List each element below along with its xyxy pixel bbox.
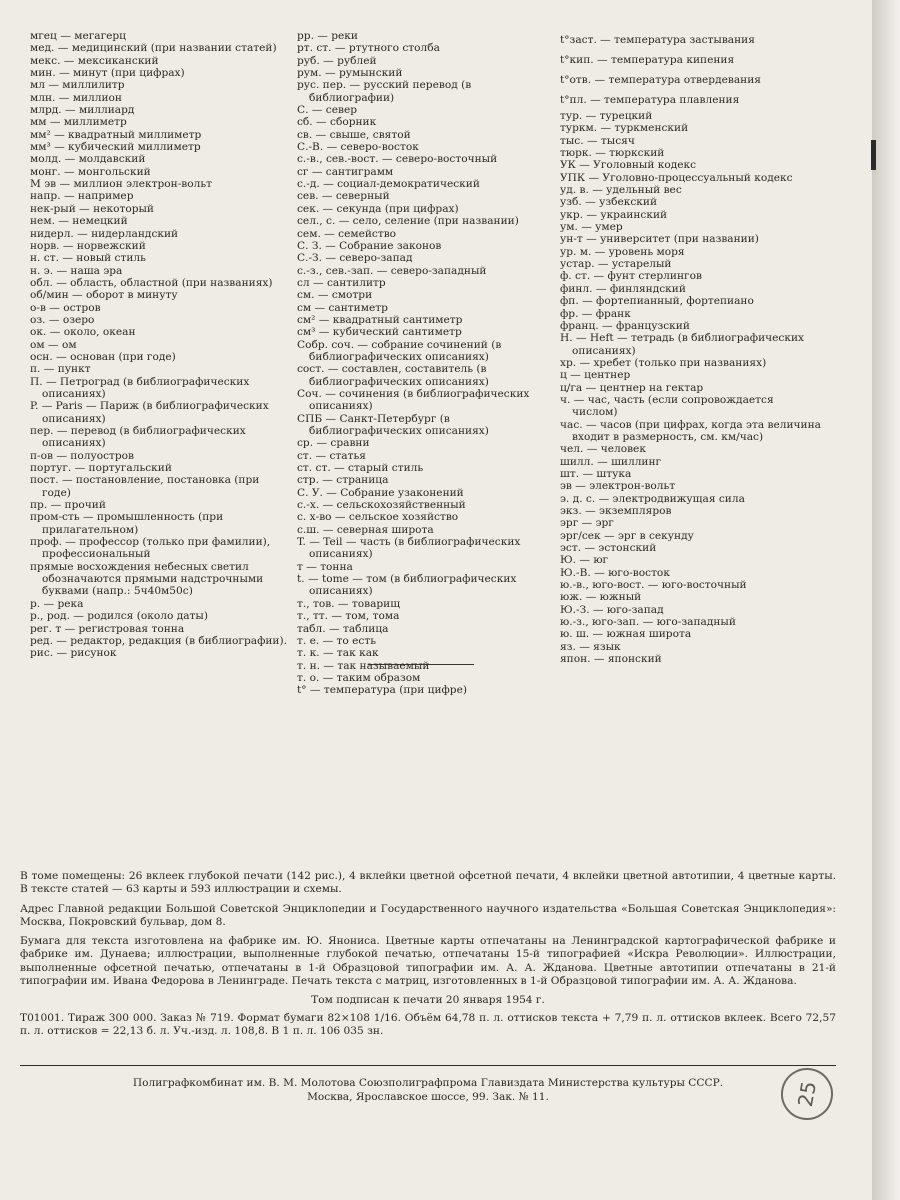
abbreviation-entry: уд. в. — удельный вес — [560, 184, 682, 197]
abbreviation-entry: рт. ст. — ртутного столба — [297, 42, 440, 55]
abbreviation-entry: рум. — румынский — [297, 67, 403, 80]
abbreviation-entry: ю.-з., юго-зап. — юго-западный — [560, 616, 736, 629]
imprint-block — [20, 870, 836, 1044]
abbreviation-entry: молд. — молдавский — [30, 153, 146, 166]
abbreviation-column-1 — [30, 30, 288, 660]
abbreviation-entry: H. — Heft — тетрадь (в библиографических описаниях) — [560, 332, 805, 357]
abbreviation-entry: УК — Уголовный кодекс — [560, 159, 697, 172]
abbreviation-entry: обл. — область, областной (при названиях) — [30, 276, 273, 289]
abbreviation-entry: шт. — штука — [560, 467, 632, 480]
abbreviation-entry: млрд. — миллиард — [30, 104, 135, 117]
abbreviation-entry: ю. ш. — южная широта — [560, 628, 692, 641]
abbreviation-column-2 — [297, 30, 555, 697]
abbreviation-entry: С.-В. — северо-восток — [297, 141, 419, 154]
abbreviation-entry: ц/га — центнер на гектар — [560, 381, 704, 394]
abbreviation-entry: сем. — семейство — [297, 227, 397, 240]
abbreviation-entry: с.-з., сев.-зап. — северо-западный — [297, 264, 487, 277]
printer-block — [20, 1077, 836, 1104]
abbreviation-entry: t. — tome — том (в библиографических описаниях) — [297, 573, 517, 598]
abbreviation-entry: сев. — северный — [297, 190, 390, 203]
abbreviation-entry: т. о. — таким образом — [297, 671, 421, 684]
abbreviation-entry: чел. — человек — [560, 443, 646, 456]
imprint-signed: Том подписан к печати 20 января 1954 г. — [311, 994, 545, 1007]
abbreviation-column-3 — [560, 30, 822, 665]
abbreviation-entry: об/мин — оборот в минуту — [30, 289, 178, 302]
abbreviation-entry: ср. — сравни — [297, 437, 370, 450]
abbreviation-entry: т. н. — так называемый — [297, 659, 430, 672]
abbreviation-entry: ю.-в., юго-вост. — юго-восточный — [560, 579, 747, 592]
abbreviation-entry: укр. — украинский — [560, 208, 668, 221]
abbreviation-entry: н. э. — наша эра — [30, 264, 123, 277]
abbreviation-entry: сек. — секунда (при цифрах) — [297, 202, 459, 215]
abbreviation-entry: мин. — минут (при цифрах) — [30, 67, 185, 80]
abbreviation-entry: э. д. с. — электродвижущая сила — [560, 492, 745, 505]
abbreviation-entry: тыс. — тысяч — [560, 134, 635, 147]
abbreviation-entry: пост. — постановление, постановка (при годе) — [30, 474, 260, 499]
imprint-paper: Бумага для текста изготовлена на фабрике им. Ю. Янониса. Цветные карты отпечатаны на Ленинградской картографической фабрике и фабрике им. Дунаева; иллюстрации, выполненные глубокой печатью, отпечатаны 15-й типографией «Искра Революции». Иллюстрации, выполненные офсетной печатью, отпечатаны в 1-й Образцовой типографии им. А. А. Жданова. Цветные автотипии отпечатаны в 21-й типографии им. Ивана Федорова в Ленинграде. Печать текста с матриц, изготовленных в 1-й Образцовой типографии им. А. А. Жданова. — [20, 935, 836, 988]
abbreviation-entry: П. — Петроград (в библиографических описаниях) — [30, 375, 250, 400]
abbreviation-entry: С. У. — Собрание узаконений — [297, 486, 464, 499]
abbreviation-entry: яз. — язык — [560, 640, 621, 653]
abbreviation-entry: т., тов. — товарищ — [297, 597, 401, 610]
abbreviation-entry: мм — миллиметр — [30, 116, 127, 129]
abbreviation-entry: сг — сантиграмм — [297, 165, 394, 178]
abbreviation-entry: проф. — профессор (только при фамилии), профессиональный — [30, 536, 271, 561]
abbreviation-entry: пр. — прочий — [30, 499, 106, 512]
abbreviation-entry: фр. — франк — [560, 307, 631, 320]
imprint-rule — [20, 1065, 836, 1066]
abbreviation-entry: Ю.-В. — юго-восток — [560, 566, 670, 579]
printer-line-1: Полиграфкомбинат им. В. М. Молотова Союзполиграфпрома Главиздата Министерства культуры СССР. — [132, 1077, 724, 1089]
abbreviation-entry: норв. — норвежский — [30, 239, 146, 252]
abbreviation-entry: экз. — экземпляров — [560, 505, 672, 517]
abbreviation-entry: тур. — турецкий — [560, 110, 653, 122]
abbreviation-entry: ун-т — университет (при названии) — [560, 233, 759, 246]
imprint-contents: В томе помещены: 26 вклеек глубокой печати (142 рис.), 4 вклейки цветной офсетной печати, 4 вклейки цветной автотипии, 4 цветные карты. В тексте статей — 63 карты и 593 иллюстрации и схемы. — [20, 870, 836, 896]
abbreviation-entry: рег. т — регистровая тонна — [30, 622, 185, 635]
abbreviation-entry: ц — центнер — [560, 369, 631, 382]
abbreviation-entry: ст. ст. — старый стиль — [297, 462, 424, 475]
page-edge — [872, 0, 900, 1200]
abbreviation-entry: устар. — устарелый — [560, 258, 672, 271]
abbreviation-entry: с.-д. — социал-демократический — [297, 178, 480, 191]
abbreviation-entry: T. — Teil — часть (в библиографических описаниях) — [297, 536, 521, 561]
abbreviation-entry: мекс. — мексиканский — [30, 54, 159, 67]
abbreviation-entry: руб. — рублей — [297, 54, 377, 67]
abbreviation-entry: юж. — южный — [560, 591, 642, 604]
abbreviation-entry: т., тт. — том, тома — [297, 610, 400, 623]
abbreviation-entry: Соч. — сочинения (в библиографических описаниях) — [297, 387, 530, 413]
abbreviation-entry: рис. — рисунок — [30, 647, 117, 660]
abbreviation-entry: М эв — миллион электрон-вольт — [30, 178, 212, 191]
abbreviation-entry: узб. — узбекский — [560, 196, 658, 209]
printer-line-2: Москва, Ярославское шоссе, 99. Зак. № 11. — [307, 1090, 549, 1103]
abbreviation-entry: сост. — составлен, составитель (в библиографических описаниях) — [297, 363, 489, 388]
abbreviation-entry: т. к. — так как — [297, 647, 379, 660]
abbreviation-entry: р. — река — [30, 597, 84, 610]
abbreviation-entry: ф. ст. — фунт стерлингов — [560, 270, 702, 283]
abbreviation-entry: ред. — редактор, редакция (в библиографии). — [30, 634, 287, 647]
abbreviation-entry: УПК — Уголовно-процессуальный кодекс — [560, 171, 793, 184]
abbreviation-entry: рр. — реки — [297, 30, 358, 42]
abbreviation-entry: осн. — основан (при годе) — [30, 350, 176, 363]
abbreviation-entry: ст. — статья — [297, 449, 366, 462]
abbreviation-entry: t°кип. — температура кипения — [560, 54, 735, 66]
abbreviation-entry: финл. — финляндский — [560, 282, 686, 295]
abbreviation-entry: эрг/сек — эрг в секунду — [560, 529, 694, 542]
abbreviation-entry: прямые восхождения небесных светил обозначаются прямыми надстрочными буквами (напр.: 5ч40м50с) — [30, 560, 264, 598]
abbreviation-entry: мм³ — кубический миллиметр — [30, 141, 201, 154]
abbreviation-entry: мед. — медицинский (при названии статей) — [30, 42, 277, 55]
abbreviation-entry: эст. — эстонский — [560, 542, 657, 555]
abbreviation-entry: P. — Paris — Париж (в библиографических описаниях) — [30, 400, 269, 425]
abbreviation-entry: с. х-во — сельское хозяйство — [297, 511, 459, 524]
abbreviation-entry: СПБ — Санкт-Петербург (в библиографических описаниях) — [297, 412, 489, 437]
abbreviation-entry: нидерл. — нидерландский — [30, 227, 179, 240]
abbreviation-entry: С. — север — [297, 104, 358, 117]
abbreviation-entry: т. е. — то есть — [297, 634, 376, 647]
abbreviation-entry: млн. — миллион — [30, 91, 122, 104]
abbreviation-entry: эрг — эрг — [560, 517, 614, 530]
abbreviation-entry: ум. — умер — [560, 221, 623, 234]
abbreviation-entry: монг. — монгольский — [30, 165, 151, 178]
abbreviation-entry: t°заст. — температура застывания — [560, 34, 755, 46]
abbreviation-entry: п-ов — полуостров — [30, 449, 135, 462]
abbreviation-entry: япон. — японский — [560, 653, 662, 666]
abbreviation-entry: фп. — фортепианный, фортепиано — [560, 295, 754, 308]
abbreviation-entry: сел., с. — село, селение (при названии) — [297, 215, 519, 228]
page-number-stamp-text: 25 — [792, 1079, 822, 1109]
abbreviation-entry: см — сантиметр — [297, 301, 388, 314]
abbreviation-entry: тюрк. — тюркский — [560, 147, 665, 160]
abbreviation-entry: напр. — например — [30, 190, 134, 203]
abbreviation-entry: t°отв. — температура отвердевания — [560, 74, 761, 86]
abbreviation-entry: С. З. — Собрание законов — [297, 239, 442, 252]
abbreviation-entry: мгец — мегагерц — [30, 30, 126, 42]
abbreviation-entry: эв — электрон-вольт — [560, 480, 676, 493]
abbreviation-entry: пер. — перевод (в библиографических описаниях) — [30, 425, 246, 450]
abbreviation-entry: сл — сантилитр — [297, 276, 386, 289]
abbreviation-entry: ч. — час, часть (если сопровождается числом) — [560, 393, 774, 419]
abbreviation-entry: пром-сть — промышленность (при прилагательном) — [30, 511, 224, 536]
abbreviation-entry: туркм. — туркменский — [560, 122, 689, 135]
abbreviation-entry: с.-х. — сельскохозяйственный — [297, 499, 466, 512]
imprint-address: Адрес Главной редакции Большой Советской Энциклопедии и Государственного научного издательства «Большая Советская Энциклопедия»: Москва, Покровский бульвар, дом 8. — [20, 902, 836, 928]
abbreviation-entry: Собр. соч. — собрание сочинений (в библиографических описаниях) — [297, 338, 502, 363]
abbreviation-entry: см³ — кубический сантиметр — [297, 326, 462, 339]
abbreviation-entry: нем. — немецкий — [30, 215, 128, 228]
abbreviation-entry: Ю. — юг — [560, 554, 609, 567]
abbreviation-entry: с.ш. — северная широта — [297, 523, 434, 536]
abbreviation-entry: оз. — озеро — [30, 313, 95, 326]
abbreviation-entry: св. — свыше, святой — [297, 128, 411, 141]
imprint-run: Т01001. Тираж 300 000. Заказ № 719. Формат бумаги 82×108 1/16. Объём 64,78 п. л. оттисков текста + 7,79 п. л. оттисков вклеек. Всего 72,57 п. л. оттисков = 22,13 б. л. Уч.-изд. л. 108,8. В 1 п. л. 106 035 зн. — [20, 1011, 836, 1037]
abbreviation-entry: ок. — около, океан — [30, 326, 136, 339]
abbreviation-entry: С.-З. — северо-запад — [297, 252, 413, 265]
abbreviation-entry: нек-рый — некоторый — [30, 202, 154, 215]
abbreviation-entry: см² — квадратный сантиметр — [297, 313, 463, 326]
abbreviation-entry: табл. — таблица — [297, 622, 389, 635]
abbreviation-entry: хр. — хребет (только при названиях) — [560, 356, 767, 369]
abbreviation-entry: о-в — остров — [30, 301, 101, 314]
abbreviation-entry: н. ст. — новый стиль — [30, 252, 146, 265]
section-divider — [368, 664, 474, 665]
abbreviation-entry: т — тонна — [297, 560, 353, 573]
abbreviation-entry: ур. м. — уровень моря — [560, 245, 685, 258]
abbreviation-entry: мм² — квадратный миллиметр — [30, 128, 202, 141]
abbreviation-entry: см. — смотри — [297, 289, 373, 302]
abbreviation-entry: ом — ом — [30, 338, 77, 351]
abbreviation-entry: с.-в., сев.-вост. — северо-восточный — [297, 153, 498, 166]
page-edge-mark — [871, 140, 876, 170]
abbreviation-entry: п. — пункт — [30, 363, 91, 376]
abbreviation-entry: р., род. — родился (около даты) — [30, 610, 208, 623]
abbreviation-entry: шилл. — шиллинг — [560, 455, 662, 468]
abbreviation-entry: час. — часов (при цифрах, когда эта величина входит в размерность, см. км/час) — [560, 418, 821, 443]
abbreviation-entry: рус. пер. — русский перевод (в библиографии) — [297, 79, 472, 104]
abbreviation-entry: сб. — сборник — [297, 116, 377, 129]
abbreviation-entry: португ. — португальский — [30, 462, 172, 475]
abbreviation-entry: франц. — французский — [560, 319, 690, 332]
abbreviation-entry: Ю.-З. — юго-запад — [560, 603, 664, 616]
abbreviation-entry: стр. — страница — [297, 474, 389, 487]
abbreviation-entry: мл — миллилитр — [30, 79, 125, 92]
abbreviation-entry: t° — температура (при цифре) — [297, 684, 467, 697]
abbreviation-entry: t°пл. — температура плавления — [560, 94, 740, 106]
